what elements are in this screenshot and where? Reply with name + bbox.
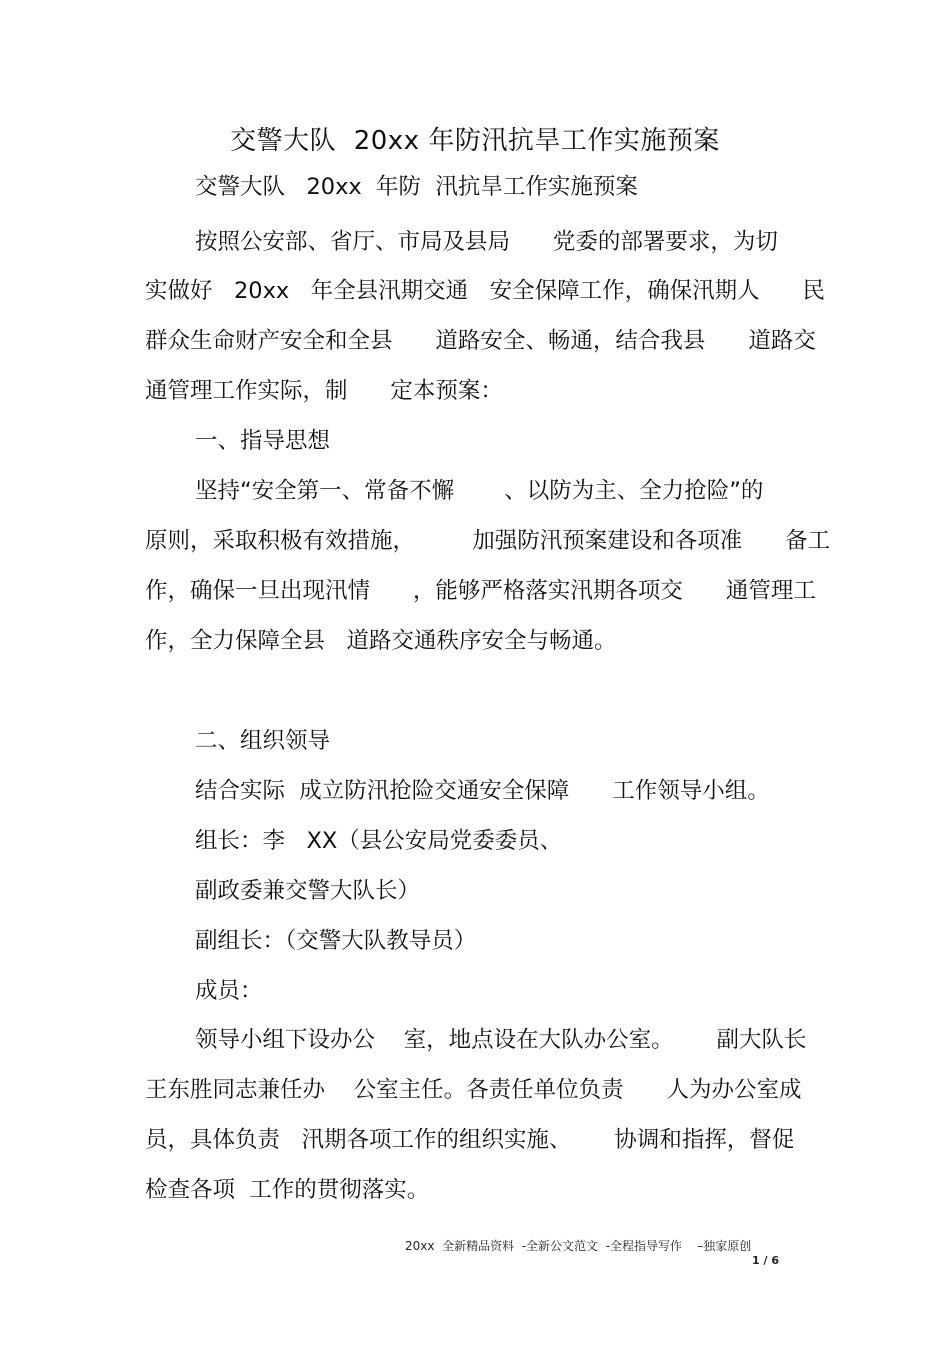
paragraph-line: 副政委兼交警大队长）: [195, 878, 421, 904]
paragraph-line: 结合实际 成立防汛抢险交通安全保障 工作领导小组。: [195, 778, 770, 804]
paragraph-line: 原则，采取积极有效措施， 加强防汛预案建设和各项准 备工: [145, 528, 831, 554]
paragraph-line: 群众生命财产安全和全县 道路安全、畅通，结合我县 道路交: [145, 328, 816, 354]
paragraph-line: 作，全力保障全县 道路交通秩序安全与畅通。: [145, 628, 617, 654]
paragraph-line: 副组长：（交警大队教导员）: [195, 928, 477, 954]
paragraph-line: 作，确保一旦出现汛情 ，能够严格落实汛期各项交 通管理工: [145, 578, 816, 604]
paragraph-line: 员，具体负责 汛期各项工作的组织实施、 协调和指挥，督促: [145, 1127, 795, 1153]
paragraph-line: 王东胜同志兼任办 公室主任。各责任单位负责 人为办公室成: [145, 1077, 802, 1103]
paragraph-line: 组长：李 XX（县公安局党委委员、: [195, 828, 563, 854]
document-title: 交警大队 20xx 年防汛抗旱工作实施预案: [230, 126, 720, 156]
page-number: 1 / 6: [752, 1254, 779, 1267]
footer-text: 20xx 全新精品资料 -全新公文范文 -全程指导写作 –独家原创: [405, 1239, 752, 1253]
paragraph-line: 按照公安部、省厅、市局及县局 党委的部署要求，为切: [195, 229, 778, 255]
paragraph-line: 实做好 20xx 年全县汛期交通 安全保障工作，确保汛期人 民: [145, 278, 826, 304]
subtitle-line: 交警大队 20xx 年防 汛抗旱工作实施预案: [195, 174, 638, 200]
section-heading: 一、指导思想: [195, 428, 331, 454]
paragraph-line: 通管理工作实际，制 定本预案：: [145, 378, 503, 404]
paragraph-line: 成员：: [195, 978, 263, 1004]
paragraph-line: 坚持“安全第一、常备不懈 、以防为主、全力抢险”的: [195, 478, 764, 504]
paragraph-line: 检查各项 工作的贯彻落实。: [145, 1177, 430, 1203]
paragraph-line: 领导小组下设办公 室，地点设在大队办公室。 副大队长: [195, 1027, 807, 1053]
section-heading: 二、组织领导: [195, 728, 331, 754]
